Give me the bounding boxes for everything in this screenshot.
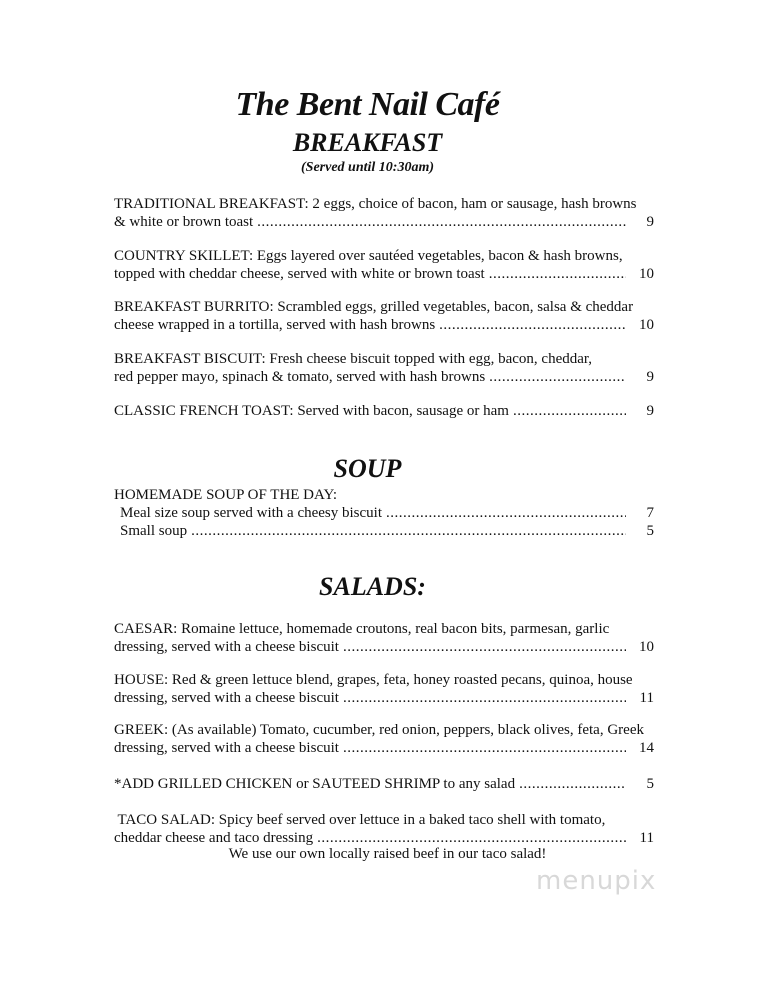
item-price: 10 — [639, 317, 654, 333]
item-description: topped with cheddar cheese, served with white or brown toast — [114, 266, 485, 282]
breakfast-heading: BREAKFAST — [292, 128, 443, 157]
item-description: *ADD GRILLED CHICKEN or SAUTEED SHRIMP to any salad — [114, 776, 516, 792]
item-description: GREEK: (As available) Tomato, cucumber, red onion, peppers, black olives, feta, Greek — [114, 722, 644, 738]
menu-item — [114, 620, 654, 656]
item-price: 14 — [639, 740, 654, 756]
item-description: CAESAR: Romaine lettuce, homemade croutons, real bacon bits, parmesan, garlic — [114, 621, 610, 637]
item-price: 7 — [646, 505, 654, 521]
item-price: 9 — [646, 369, 654, 385]
item-description: CLASSIC FRENCH TOAST: Served with bacon, sausage or ham — [114, 403, 509, 419]
item-price: 5 — [646, 523, 654, 539]
item-description: dressing, served with a cheese biscuit — [114, 690, 339, 706]
item-price: 5 — [646, 776, 654, 792]
item-price: 10 — [639, 639, 654, 655]
item-description: BREAKFAST BISCUIT: Fresh cheese biscuit topped with egg, bacon, cheddar, — [114, 351, 593, 367]
menu-item — [114, 721, 654, 757]
item-description: TRADITIONAL BREAKFAST: 2 eggs, choice of bacon, ham or sausage, hash browns — [114, 196, 637, 212]
item-description: HOUSE: Red & green lettuce blend, grapes, feta, honey roasted pecans, quinoa, house — [114, 672, 633, 688]
item-price: 11 — [639, 830, 654, 846]
item-description: red pepper mayo, spinach & tomato, served with hash browns — [114, 369, 486, 385]
menu-item — [114, 811, 654, 847]
item-description: dressing, served with a cheese biscuit — [114, 740, 339, 756]
item-description: BREAKFAST BURRITO: Scrambled eggs, grilled vegetables, bacon, salsa & cheddar — [114, 299, 634, 315]
menu-item — [114, 775, 654, 793]
breakfast-hours: (Served until 10:30am) — [301, 160, 434, 175]
item-description: & white or brown toast — [114, 214, 254, 230]
menu-item — [114, 247, 654, 283]
item-description: COUNTRY SKILLET: Eggs layered over sautéed vegetables, bacon & hash browns, — [114, 248, 623, 264]
item-description: cheese wrapped in a tortilla, served with hash browns — [114, 317, 436, 333]
menu-item — [114, 402, 654, 420]
item-price: 9 — [646, 214, 654, 230]
taco-salad-note: We use our own locally raised beef in our taco salad! — [228, 846, 547, 862]
soup-section — [114, 486, 654, 540]
soup-heading: SOUP — [333, 454, 402, 483]
menu-item — [114, 195, 654, 231]
item-description: Small soup — [120, 523, 188, 539]
soup-title: HOMEMADE SOUP OF THE DAY: — [114, 487, 338, 503]
item-description: Meal size soup served with a cheesy biscuit — [120, 505, 383, 521]
menu-item — [114, 671, 654, 707]
item-description: dressing, served with a cheese biscuit — [114, 639, 339, 655]
watermark-logo: menupix — [536, 866, 657, 896]
menu-item — [114, 350, 654, 386]
item-description: cheddar cheese and taco dressing — [114, 830, 314, 846]
item-description: TACO SALAD: Spicy beef served over lettuce in a baked taco shell with tomato, — [114, 812, 606, 828]
item-price: 11 — [639, 690, 654, 706]
item-price: 9 — [646, 403, 654, 419]
item-price: 10 — [639, 266, 654, 282]
cafe-title: The Bent Nail Café — [235, 86, 500, 123]
menu-item — [114, 298, 654, 334]
salads-heading: SALADS: — [319, 572, 426, 601]
